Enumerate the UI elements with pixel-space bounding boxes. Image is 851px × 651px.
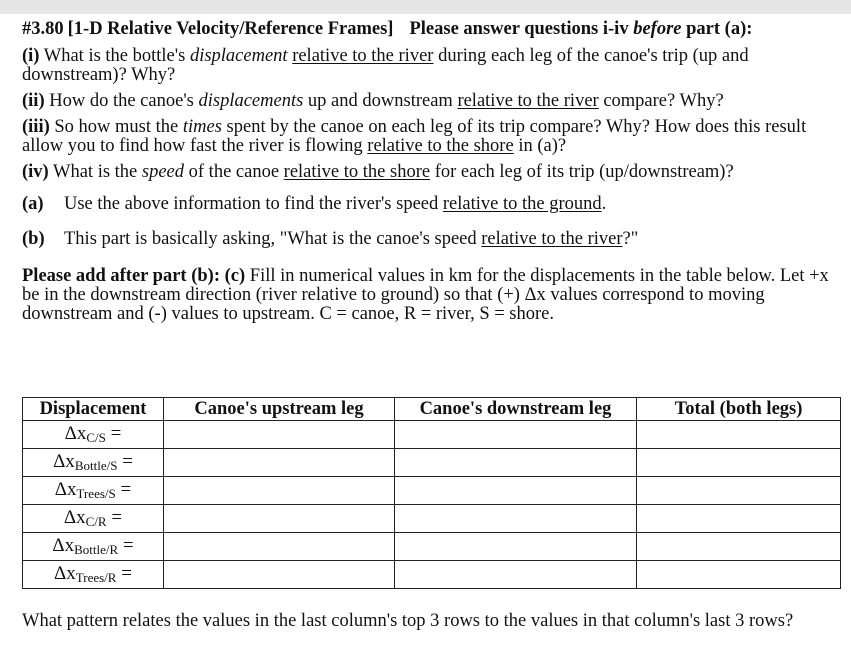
table-row (23, 533, 841, 561)
cell-trees-shore-upstream[interactable] (164, 477, 395, 505)
cell-canoe-shore-upstream[interactable] (164, 421, 395, 449)
row-label: $\Delta x_{C/R}$ = (23, 505, 164, 533)
table-row (23, 421, 841, 449)
row-label: $\Delta x_{C/S}$ = (23, 421, 164, 449)
row-label: $\Delta x_{Bottle/S}$ = (23, 449, 164, 477)
cell-bottle-shore-total[interactable] (637, 449, 841, 477)
cell-canoe-shore-downstream[interactable] (395, 421, 637, 449)
col-header-total: Total (both legs) (637, 398, 841, 421)
cell-canoe-shore-total[interactable] (637, 421, 841, 449)
table-row (23, 449, 841, 477)
col-header-upstream: Canoe's upstream leg (164, 398, 395, 421)
cell-canoe-river-downstream[interactable] (395, 505, 637, 533)
cell-trees-river-downstream[interactable] (395, 561, 637, 589)
part-c: Please add after part (b): (c) Fill in numerical values in km for the displacements in the table below. Let +x be in the downstream direction (river relative to ground) so that (+) Δx values correspond to moving downstream and (-) values to upstream. C = canoe, R = river, S = shore. (22, 266, 829, 324)
row-label: $\Delta x_{Trees/S}$ = (23, 477, 164, 505)
question-ii: (ii) How do the canoe's displacements up and downstream relative to the river compare? Why? (22, 91, 724, 111)
top-bar (0, 0, 851, 14)
question-i: (i) What is the bottle's displacement relative to the river during each leg of the canoe's trip (up and downstream)? Why? (22, 46, 749, 85)
col-header-downstream: Canoe's downstream leg (395, 398, 637, 421)
problem-number: #3.80 (22, 19, 64, 39)
question-iii: (iii) So how must the times spent by the canoe on each leg of its trip compare? Why? How does this result allow you to find how fast the river is flowing relative to the shore in (a)? (22, 117, 807, 156)
row-label: $\Delta x_{Bottle/R}$ = (23, 533, 164, 561)
col-header-displacement: Displacement (23, 398, 164, 421)
problem-header (22, 20, 837, 39)
question-iv: (iv) What is the speed of the canoe relative to the shore for each leg of its trip (up/downstream)? (22, 162, 734, 182)
table-row (23, 561, 841, 589)
cell-trees-river-total[interactable] (637, 561, 841, 589)
part-a: (a) Use the above information to find the river's speed relative to the ground. (22, 194, 607, 214)
cell-bottle-river-upstream[interactable] (164, 533, 395, 561)
instruction-prompt: Please answer questions i-iv before part (a): (409, 19, 753, 39)
cell-trees-shore-total[interactable] (637, 477, 841, 505)
cell-canoe-river-total[interactable] (637, 505, 841, 533)
cell-bottle-shore-upstream[interactable] (164, 449, 395, 477)
part-b: (b) This part is basically asking, "What is the canoe's speed relative to the river?" (22, 229, 639, 249)
closing-question: What pattern relates the values in the last column's top 3 rows to the values in that column's last 3 rows? (22, 611, 794, 631)
table-row (23, 477, 841, 505)
cell-trees-river-upstream[interactable] (164, 561, 395, 589)
table-row (23, 505, 841, 533)
problem-title: [1-D Relative Velocity/Reference Frames] (67, 19, 394, 39)
cell-bottle-river-downstream[interactable] (395, 533, 637, 561)
cell-trees-shore-downstream[interactable] (395, 477, 637, 505)
cell-bottle-shore-downstream[interactable] (395, 449, 637, 477)
cell-bottle-river-total[interactable] (637, 533, 841, 561)
displacement-table (22, 397, 841, 589)
problem-text (22, 20, 837, 324)
cell-canoe-river-upstream[interactable] (164, 505, 395, 533)
row-label: $\Delta x_{Trees/R}$ = (23, 561, 164, 589)
table-header-row (23, 398, 841, 421)
